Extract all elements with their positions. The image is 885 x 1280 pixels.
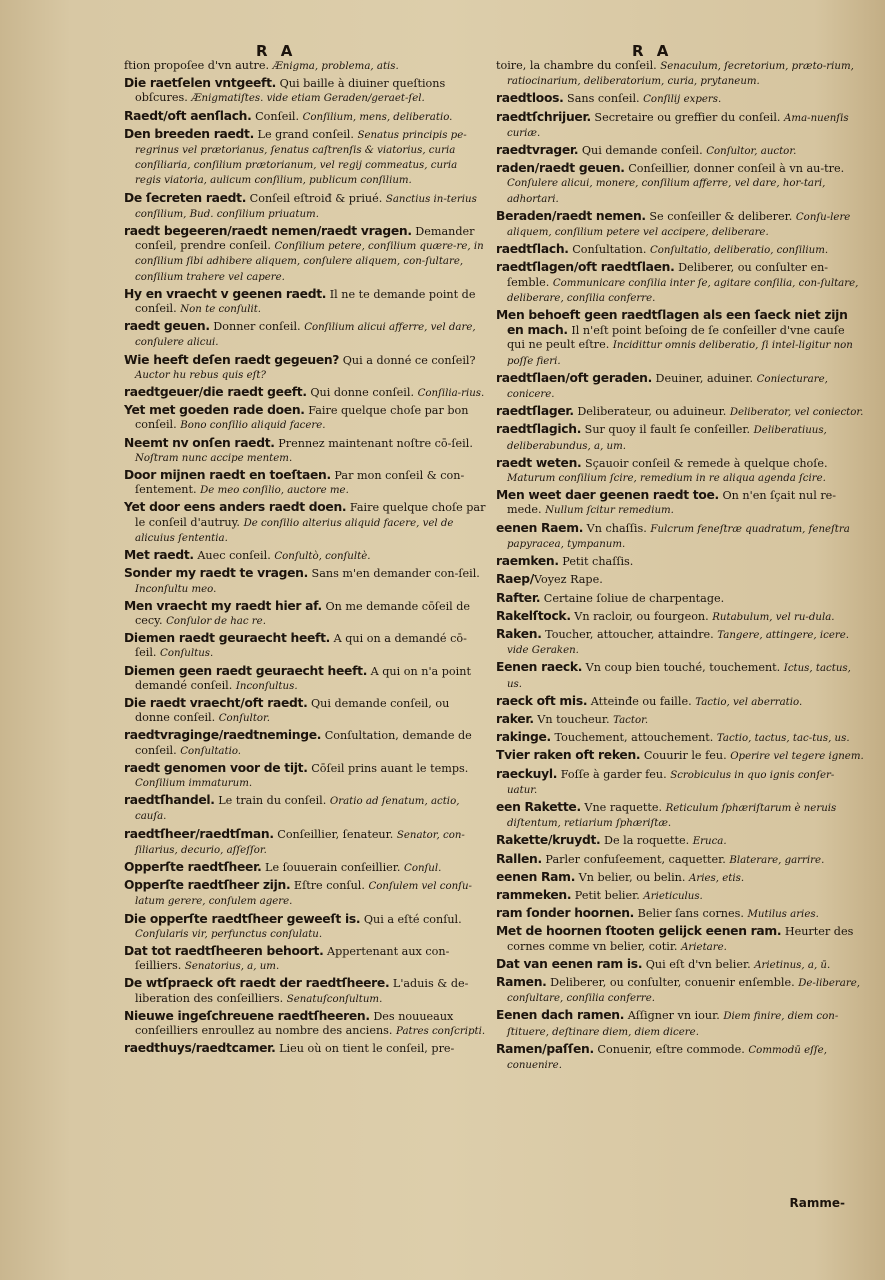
entry-french: Qui eſt d'vn belier. bbox=[642, 957, 751, 971]
entry-french: Vn belier, ou belin. bbox=[575, 870, 686, 884]
dictionary-entry bbox=[124, 793, 486, 824]
dictionary-entry bbox=[124, 58, 486, 74]
entry-latin: Conſultor, auctor. bbox=[706, 146, 797, 158]
entry-french: ftion propoſee d'vn autre. bbox=[124, 59, 270, 72]
dictionary-entry bbox=[496, 906, 864, 922]
entry-latin: Conſilij expers. bbox=[643, 94, 722, 106]
entry-latin: Patres conſcripti. bbox=[396, 1025, 486, 1037]
entry-french: Heurter des cornes comme vn belier, cotir. bbox=[507, 925, 854, 953]
entry-latin: Conſul. bbox=[404, 862, 442, 874]
entry-headword: raedt weten. bbox=[496, 455, 582, 470]
entry-latin: Tactor. bbox=[613, 714, 649, 726]
entry-latin: Senator, con-ſiliarius, decurio, aſſeſſor. bbox=[135, 829, 465, 856]
entry-french: Qui demande conſeil. bbox=[578, 144, 703, 158]
entry-latin: Conſultus. bbox=[160, 648, 214, 660]
dictionary-entry bbox=[496, 143, 864, 159]
entry-headword: raedtſheer/raedtſman. bbox=[124, 826, 274, 841]
entry-headword: Ramen. bbox=[496, 974, 547, 989]
entry-latin: Mutilus aries. bbox=[747, 909, 819, 921]
dictionary-entry bbox=[124, 696, 486, 726]
entry-french: Vn racloir, ou fourgeon. bbox=[570, 609, 709, 623]
entry-latin: Tactio, tactus, tac-tus, us. bbox=[716, 733, 850, 745]
entry-latin: Senatorius, a, um. bbox=[184, 961, 280, 973]
entry-headword: Opperſte raedtſheer. bbox=[124, 859, 262, 874]
entry-latin: Conſilium immaturum. bbox=[135, 777, 253, 789]
dictionary-entry bbox=[124, 385, 486, 401]
entry-latin: Tactio, vel aberratio. bbox=[695, 696, 803, 708]
entry-french: Voyez Rape. bbox=[533, 573, 603, 587]
entry-headword: raedtſchrijuer. bbox=[496, 109, 591, 124]
entry-french: Conſultation, demande de conſeil. bbox=[135, 729, 472, 757]
entry-headword: raedtſhandel. bbox=[124, 793, 215, 808]
dictionary-entry bbox=[124, 224, 486, 285]
dictionary-entry bbox=[496, 957, 864, 973]
entry-headword: Nieuwe ingeſchreuene raedtſheeren. bbox=[124, 1008, 370, 1023]
entry-headword: raedt genomen voor de tijt. bbox=[124, 760, 308, 775]
entry-french: Sur quoy il fault ſe conſeiller. bbox=[581, 423, 751, 437]
entry-latin: Conſulor de hac re. bbox=[166, 615, 266, 627]
entry-latin: Conſularis vir, perfunctus conſulatu. bbox=[135, 928, 323, 940]
entry-headword: Die raedt vraecht/oft raedt. bbox=[124, 695, 308, 710]
entry-latin: Sanctius in-terius conſilium, Bud. conſilium priuatum. bbox=[135, 193, 477, 220]
dictionary-entry bbox=[496, 554, 864, 570]
dictionary-entry bbox=[496, 456, 864, 486]
entry-french: Sans conſeil. bbox=[563, 92, 640, 106]
entry-french: Eſtre conſul. bbox=[290, 879, 365, 893]
dictionary-entry bbox=[496, 660, 864, 691]
dictionary-entry bbox=[124, 566, 486, 596]
entry-latin: Inconſultus. bbox=[235, 680, 298, 692]
entry-latin: Aries, etis. bbox=[689, 872, 745, 884]
dictionary-entry bbox=[496, 521, 864, 552]
entry-french: Vne raquette. bbox=[580, 800, 663, 814]
entry-headword: Wie heeft deſen raedt gegeuen? bbox=[124, 352, 340, 367]
entry-headword: Raken. bbox=[496, 626, 542, 641]
entry-french: Qui a eſté conſul. bbox=[360, 912, 462, 926]
entry-headword: eenen Ram. bbox=[496, 869, 576, 884]
catchword: Ramme- bbox=[789, 1196, 845, 1210]
dictionary-entry bbox=[496, 609, 864, 625]
dictionary-entry bbox=[124, 1009, 486, 1039]
entry-headword: Raep/ bbox=[496, 572, 534, 587]
entry-french: Qui demande conſeil, ou donne conſeil. bbox=[135, 696, 450, 725]
dictionary-entry bbox=[496, 852, 864, 868]
entry-latin: De meo conſilio, auctore me. bbox=[200, 485, 349, 497]
entry-headword: raedtſlagen/oft raedtſlaen. bbox=[496, 260, 675, 275]
entry-french: Couurir le feu. bbox=[640, 749, 727, 763]
entry-french: Petit chaſſis. bbox=[558, 555, 634, 569]
entry-french: Sçauoir conſeil & remede à quelque choſe. bbox=[581, 456, 828, 470]
dictionary-entry bbox=[124, 191, 486, 222]
entry-latin: Conſilium petere, conſilium quære-re, in conſilium ſibi adhibere aliquem, conſulere aliquem, con-ſultare, conſilium trahere vel capere. bbox=[135, 241, 484, 283]
dictionary-entry bbox=[496, 58, 864, 89]
entry-headword: raemken. bbox=[496, 554, 559, 569]
entry-latin: Conſilium, mens, deliberatio. bbox=[302, 111, 453, 123]
entry-headword: raedt geuen. bbox=[124, 319, 210, 334]
entry-latin: Ama-nuenſis curiæ. bbox=[507, 112, 849, 139]
entry-headword: raedtſlaen/oft geraden. bbox=[496, 370, 652, 385]
dictionary-entry bbox=[124, 728, 486, 758]
entry-french: Appertenant aux con-ſeilliers. bbox=[135, 944, 450, 973]
dictionary-entry bbox=[124, 878, 486, 909]
entry-french: Deliberer, ou conſulter, conuenir enſemble. bbox=[546, 975, 795, 989]
entry-latin: Conſulem vel conſu-latum gerere, conſulem agere. bbox=[135, 881, 472, 908]
entry-french: Sans m'en demander con-ſeil. bbox=[307, 567, 480, 581]
entry-headword: eenen Raem. bbox=[496, 520, 584, 535]
entry-latin: Senatuſconſultum. bbox=[286, 993, 383, 1005]
entry-latin: Tangere, attingere, icere. vide Geraken. bbox=[507, 629, 849, 657]
entry-latin: Eruca. bbox=[692, 836, 727, 848]
entry-latin: Fulcrum feneſtræ quadratum, feneſtra papyracea, tympanum. bbox=[507, 523, 850, 550]
entry-headword: Tvier raken oft reken. bbox=[496, 748, 641, 763]
entry-latin: Oratio ad ſenatum, actio, cauſa. bbox=[135, 796, 460, 823]
entry-latin: Conſilium alicui afferre, vel dare, conſulere alicui. bbox=[135, 322, 476, 349]
entry-french: A qui on n'a point demandé conſeil. bbox=[135, 664, 471, 692]
entry-french: Deliberer, ou conſulter en-ſemble. bbox=[507, 261, 829, 289]
entry-french: On me demande cōſeil de cecy. bbox=[135, 599, 471, 627]
dictionary-entry bbox=[496, 404, 864, 420]
entry-headword: een Rakette. bbox=[496, 799, 581, 814]
dictionary-entry bbox=[496, 91, 864, 107]
entry-latin: Conſu-lere aliquem, conſilium petere vel accipere, deliberare. bbox=[507, 211, 851, 239]
entry-headword: Men behoeft geen raedtſlagen als een ſaeck niet zijn en mach. bbox=[496, 308, 848, 338]
dictionary-entry bbox=[496, 712, 864, 728]
dictionary-entry bbox=[496, 161, 864, 207]
dictionary-entry bbox=[124, 912, 486, 942]
dictionary-entry bbox=[496, 924, 864, 954]
entry-french: Touchement, attouchement. bbox=[550, 731, 714, 745]
entry-headword: raedtſlager. bbox=[496, 404, 574, 419]
dictionary-entry bbox=[124, 944, 486, 974]
entry-french: Conſultation. bbox=[568, 243, 647, 257]
entry-headword: Met de hoornen ſtooten gelijck eenen ram. bbox=[496, 924, 782, 939]
entry-headword: raeckuyl. bbox=[496, 766, 558, 781]
entry-french: Conuenir, eſtre commode. bbox=[593, 1042, 745, 1056]
dictionary-entry bbox=[496, 870, 864, 886]
entry-french: Deliberateur, ou aduineur. bbox=[573, 405, 727, 419]
entry-french: Il ne te demande point de conſeil. bbox=[135, 287, 476, 316]
entry-french: Certaine ſoliue de charpentage. bbox=[540, 591, 725, 605]
dictionary-entry bbox=[124, 319, 486, 350]
dictionary-entry bbox=[496, 591, 864, 607]
entry-headword: Diemen geen raedt geuraecht heeft. bbox=[124, 663, 368, 678]
dictionary-entry bbox=[124, 599, 486, 629]
entry-french: Donner conſeil. bbox=[209, 320, 301, 334]
entry-latin: Senaculum, ſecretorium, præto-rium, ratiocinarium, deliberatorium, curia, prytaneum. bbox=[507, 61, 854, 88]
entry-french: Le train du conſeil. bbox=[214, 794, 327, 808]
dictionary-entry bbox=[496, 888, 864, 904]
entry-latin: Commodū eſſe, conuenire. bbox=[507, 1044, 827, 1071]
dictionary-entry bbox=[496, 110, 864, 141]
dictionary-entry bbox=[124, 548, 486, 564]
entry-french: Conſeil. bbox=[251, 109, 300, 123]
entry-french: Prennez maintenant noſtre cō-ſeil. bbox=[274, 436, 473, 450]
entry-latin: Inconſultu meo. bbox=[135, 583, 217, 595]
entry-french: Aſſigner vn iour. bbox=[624, 1009, 720, 1023]
entry-headword: raedthuys/raedtcamer. bbox=[124, 1041, 276, 1056]
entry-french: Qui a donné ce conſeil? bbox=[339, 353, 476, 367]
dictionary-entry bbox=[496, 730, 864, 746]
dictionary-entry bbox=[496, 422, 864, 453]
entry-latin: Rutabulum, vel ru-dula. bbox=[712, 611, 835, 623]
entry-latin: Coniecturare, conicere. bbox=[507, 373, 828, 401]
entry-headword: Die opperſte raedtſheer geweeſt is. bbox=[124, 911, 361, 926]
dictionary-entry bbox=[496, 694, 864, 710]
entry-french: Se conſeiller & deliberer. bbox=[645, 209, 793, 223]
entry-headword: ram ſonder hoornen. bbox=[496, 906, 635, 921]
entry-latin: Bono conſilio aliquid facere. bbox=[180, 420, 326, 432]
dictionary-entry bbox=[124, 631, 486, 661]
dictionary-entry bbox=[496, 308, 864, 369]
dictionary-entry bbox=[124, 860, 486, 876]
entry-latin: Blaterare, garrire. bbox=[729, 854, 825, 866]
entry-headword: raker. bbox=[496, 711, 534, 726]
entry-french: Il n'eſt point beſoing de ſe conſeiller d'vne cauſe qui ne peult eſtre. bbox=[507, 324, 845, 352]
entry-french: Conſeil eſtroiđ & priué. bbox=[246, 191, 383, 205]
entry-latin: Noſtram nunc accipe mentem. bbox=[135, 452, 293, 464]
entry-french: Deuiner, aduiner. bbox=[651, 371, 754, 385]
entry-headword: Opperſte raedtſheer zijn. bbox=[124, 878, 291, 893]
dictionary-entry bbox=[124, 353, 486, 383]
entry-latin: Conſulere alicui, monere, conſilium afferre, vel dare, hor-tari, adhortari. bbox=[507, 178, 826, 205]
entry-headword: raedtvraginge/raedtneminge. bbox=[124, 728, 322, 743]
dictionary-entry bbox=[496, 488, 864, 518]
entry-french: Qui donne conſeil. bbox=[306, 386, 414, 400]
entry-headword: Den breeden raedt. bbox=[124, 126, 254, 141]
entry-french: Vn coup bien touché, touchement. bbox=[582, 661, 781, 675]
entry-french: Belier ſans cornes. bbox=[634, 907, 744, 921]
dictionary-entry bbox=[496, 242, 864, 258]
entry-headword: raedtgeuer/die raedt geeft. bbox=[124, 385, 307, 400]
entry-french: Petit belier. bbox=[571, 888, 640, 902]
entry-headword: Sonder my raedt te vragen. bbox=[124, 566, 308, 581]
entry-headword: Dat van eenen ram is. bbox=[496, 956, 643, 971]
dictionary-entry bbox=[124, 403, 486, 433]
entry-headword: raedtſlach. bbox=[496, 242, 569, 257]
entry-headword: raedt begeeren/raedt nemen/raedt vragen. bbox=[124, 224, 412, 239]
entry-latin: Communicare conſilia inter ſe, agitare conſilia, con-ſultare, deliberare, conſilia conferre. bbox=[507, 277, 859, 304]
running-header-left: R A bbox=[256, 42, 297, 60]
entry-latin: Non te conſulit. bbox=[180, 304, 262, 316]
entry-headword: raedtvrager. bbox=[496, 143, 579, 158]
entry-french: Conſeillier, donner conſeil à vn au-tre. bbox=[624, 162, 845, 176]
dictionary-entry bbox=[496, 800, 864, 831]
dictionary-entry bbox=[124, 664, 486, 694]
dictionary-entry bbox=[124, 1041, 486, 1057]
entry-latin: Reticulum ſphæriſtarum è neruis diſtentum, retiarium ſphæriſtæ. bbox=[507, 802, 837, 830]
dictionary-entry bbox=[124, 761, 486, 791]
entry-headword: De ſecreten raedt. bbox=[124, 190, 247, 205]
entry-latin: Conſultatio, deliberatio, conſilium. bbox=[649, 245, 829, 257]
entry-headword: Men vraecht my raedt hier af. bbox=[124, 598, 322, 613]
entry-latin: Conſultor. bbox=[218, 713, 271, 725]
entry-french: Lieu où on tient le conſeil, pre- bbox=[275, 1042, 455, 1056]
entry-headword: rakinge. bbox=[496, 730, 551, 745]
entry-french: Demander conſeil, prendre conſeil. bbox=[135, 225, 475, 253]
entry-latin: Ictus, tactus, us. bbox=[507, 663, 851, 690]
entry-headword: raedtloos. bbox=[496, 91, 564, 106]
entry-french: Auec conſeil. bbox=[193, 549, 271, 563]
entry-latin: Scrobiculus in quo ignis conſer-uatur. bbox=[507, 769, 835, 796]
dictionary-entry bbox=[496, 1042, 864, 1073]
entry-headword: Raedt/oft aenſlach. bbox=[124, 108, 252, 123]
entry-french: Qui baille à diuiner queſtions obſcures. bbox=[135, 77, 446, 105]
entry-headword: Yet door eens anders raedt doen. bbox=[124, 500, 347, 515]
entry-latin: Conſilia-rius. bbox=[417, 388, 485, 400]
dictionary-entry bbox=[124, 500, 486, 546]
entry-headword: raedtſlagich. bbox=[496, 422, 582, 437]
entry-headword: Rakette/kruydt. bbox=[496, 833, 601, 848]
dictionary-entry bbox=[124, 109, 486, 125]
entry-headword: Beraden/raedt nemen. bbox=[496, 208, 646, 223]
entry-headword: rammeken. bbox=[496, 887, 572, 902]
entry-french: Par mon conſeil & con-ſentement. bbox=[135, 469, 465, 497]
dictionary-entry bbox=[124, 468, 486, 498]
entry-latin: Conſultò, conſultè. bbox=[274, 551, 371, 563]
entry-latin: Auctor hu rebus quis eſt? bbox=[135, 369, 266, 381]
entry-headword: Eenen dach ramen. bbox=[496, 1008, 625, 1023]
dictionary-entry bbox=[496, 1008, 864, 1039]
entry-french: A qui on a demandé cō-ſeil. bbox=[135, 632, 467, 660]
entry-latin: Operire vel tegere ignem. bbox=[730, 751, 864, 763]
dictionary-entry bbox=[496, 767, 864, 798]
entry-latin: Arietinus, a, ū. bbox=[754, 959, 831, 971]
entry-latin: Diem finire, diem con-ſtituere, deſtinare diem, diem dicere. bbox=[507, 1011, 839, 1038]
entry-french: Faire quelque choſe par bon conſeil. bbox=[135, 404, 469, 432]
dictionary-entry bbox=[124, 827, 486, 858]
entry-latin: Ænigmatiſtes. vide etiam Geraden/geraet-ſel. bbox=[191, 93, 425, 105]
entry-latin: Arieticulus. bbox=[643, 890, 703, 902]
dictionary-entry bbox=[124, 76, 486, 106]
entry-french: Le grand conſeil. bbox=[253, 127, 354, 141]
entry-headword: De wtſpraeck oft raedt der raedtſheere. bbox=[124, 976, 390, 991]
entry-latin: Arietare. bbox=[681, 941, 727, 953]
entry-latin: Nullum ſcitur remedium. bbox=[545, 505, 674, 517]
left-column bbox=[124, 58, 486, 1059]
entry-latin: Maturum conſilium ſcire, remedium in re aliqua agenda ſcire. bbox=[507, 473, 826, 485]
entry-latin: Deliberatiuus, deliberabundus, a, um. bbox=[507, 425, 827, 452]
entry-headword: raden/raedt geuen. bbox=[496, 161, 625, 176]
entry-headword: Men weet daer geenen raedt toe. bbox=[496, 488, 719, 503]
entry-latin: Incidittur omnis deliberatio, ſi intel-ligitur non poſſe fieri. bbox=[507, 340, 853, 367]
dictionary-entry bbox=[496, 748, 864, 764]
entry-headword: Rafter. bbox=[496, 590, 541, 605]
dictionary-entry bbox=[496, 209, 864, 240]
entry-french: De la roquette. bbox=[600, 834, 690, 848]
dictionary-entry bbox=[496, 627, 864, 658]
entry-french: Cōſeil prins auant le temps. bbox=[307, 761, 469, 775]
entry-french: toire, la chambre du conſeil. bbox=[496, 59, 657, 72]
entry-headword: Rallen. bbox=[496, 851, 542, 866]
running-header-right: R A bbox=[632, 42, 673, 60]
entry-latin: Senatus principis pe-regrinus vel prætorianus, ſenatus caſtrenſis & viatorius, curia conſiliaria, conſilium prætorianum, vel regij commeatus, curia regis viatoria, aulicum conſilium, publicum conſilium. bbox=[135, 129, 467, 187]
entry-headword: Door mijnen raedt en toeſtaen. bbox=[124, 468, 331, 483]
entry-headword: Hy en vraecht v geenen raedt. bbox=[124, 286, 327, 301]
entry-headword: Yet met goeden rade doen. bbox=[124, 403, 305, 418]
entry-latin: De-liberare, conſultare, conſilia conferre. bbox=[507, 977, 860, 1005]
entry-headword: Dat tot raedtſheeren behoort. bbox=[124, 943, 324, 958]
right-column bbox=[496, 58, 864, 1075]
entry-french: Foſſe à garder feu. bbox=[557, 767, 667, 781]
entry-headword: Neemt nv onſen raedt. bbox=[124, 435, 275, 450]
entry-headword: Eenen raeck. bbox=[496, 660, 583, 675]
entry-headword: Diemen raedt geuraecht heeft. bbox=[124, 631, 331, 646]
entry-french: On n'en ſçait nul re-mede. bbox=[507, 489, 837, 517]
entry-latin: Deliberator, vel coniector. bbox=[729, 407, 864, 419]
entry-latin: Ænigma, problema, atis. bbox=[272, 61, 399, 72]
entry-french: Atteinđe ou faille. bbox=[587, 694, 692, 708]
entry-french: Vn toucheur. bbox=[533, 712, 610, 726]
entry-french: Le ſouuerain conſeillier. bbox=[261, 860, 401, 874]
entry-french: Faire quelque choſe par le conſeil d'autruy. bbox=[135, 501, 486, 529]
entry-french: Vn chaſſis. bbox=[583, 521, 647, 535]
dictionary-entry bbox=[124, 127, 486, 189]
dictionary-entry bbox=[124, 287, 486, 317]
entry-latin: De conſilio alterius aliquid facere, vel de alicuius ſententia. bbox=[135, 517, 454, 544]
entry-headword: Die raetſelen vntgeeft. bbox=[124, 76, 277, 91]
entry-french: Toucher, attoucher, attaindre. bbox=[541, 627, 714, 641]
entry-latin: Conſultatio. bbox=[180, 745, 242, 757]
dictionary-entry bbox=[496, 572, 864, 588]
entry-headword: Ramen/paſſen. bbox=[496, 1041, 594, 1056]
dictionary-entry bbox=[124, 976, 486, 1006]
entry-headword: Met raedt. bbox=[124, 548, 194, 563]
entry-headword: raeck oft mis. bbox=[496, 693, 588, 708]
dictionary-entry bbox=[496, 371, 864, 402]
dictionary-entry bbox=[496, 260, 864, 306]
dictionary-entry bbox=[496, 833, 864, 849]
entry-french: Conſeillier, ſenateur. bbox=[273, 827, 394, 841]
entry-headword: Rakelſtock. bbox=[496, 608, 571, 623]
dictionary-entry bbox=[496, 975, 864, 1006]
entry-french: Des nouueaux conſeilliers enroullez au nombre des anciens. bbox=[135, 1009, 454, 1037]
entry-french: Parler confuſeement, caquetter. bbox=[541, 852, 726, 866]
entry-french: Secretaire ou greffier du conſeil. bbox=[590, 110, 781, 124]
dictionary-entry bbox=[124, 436, 486, 466]
entry-french: L'aduis & de-liberation des conſeilliers. bbox=[135, 977, 469, 1005]
